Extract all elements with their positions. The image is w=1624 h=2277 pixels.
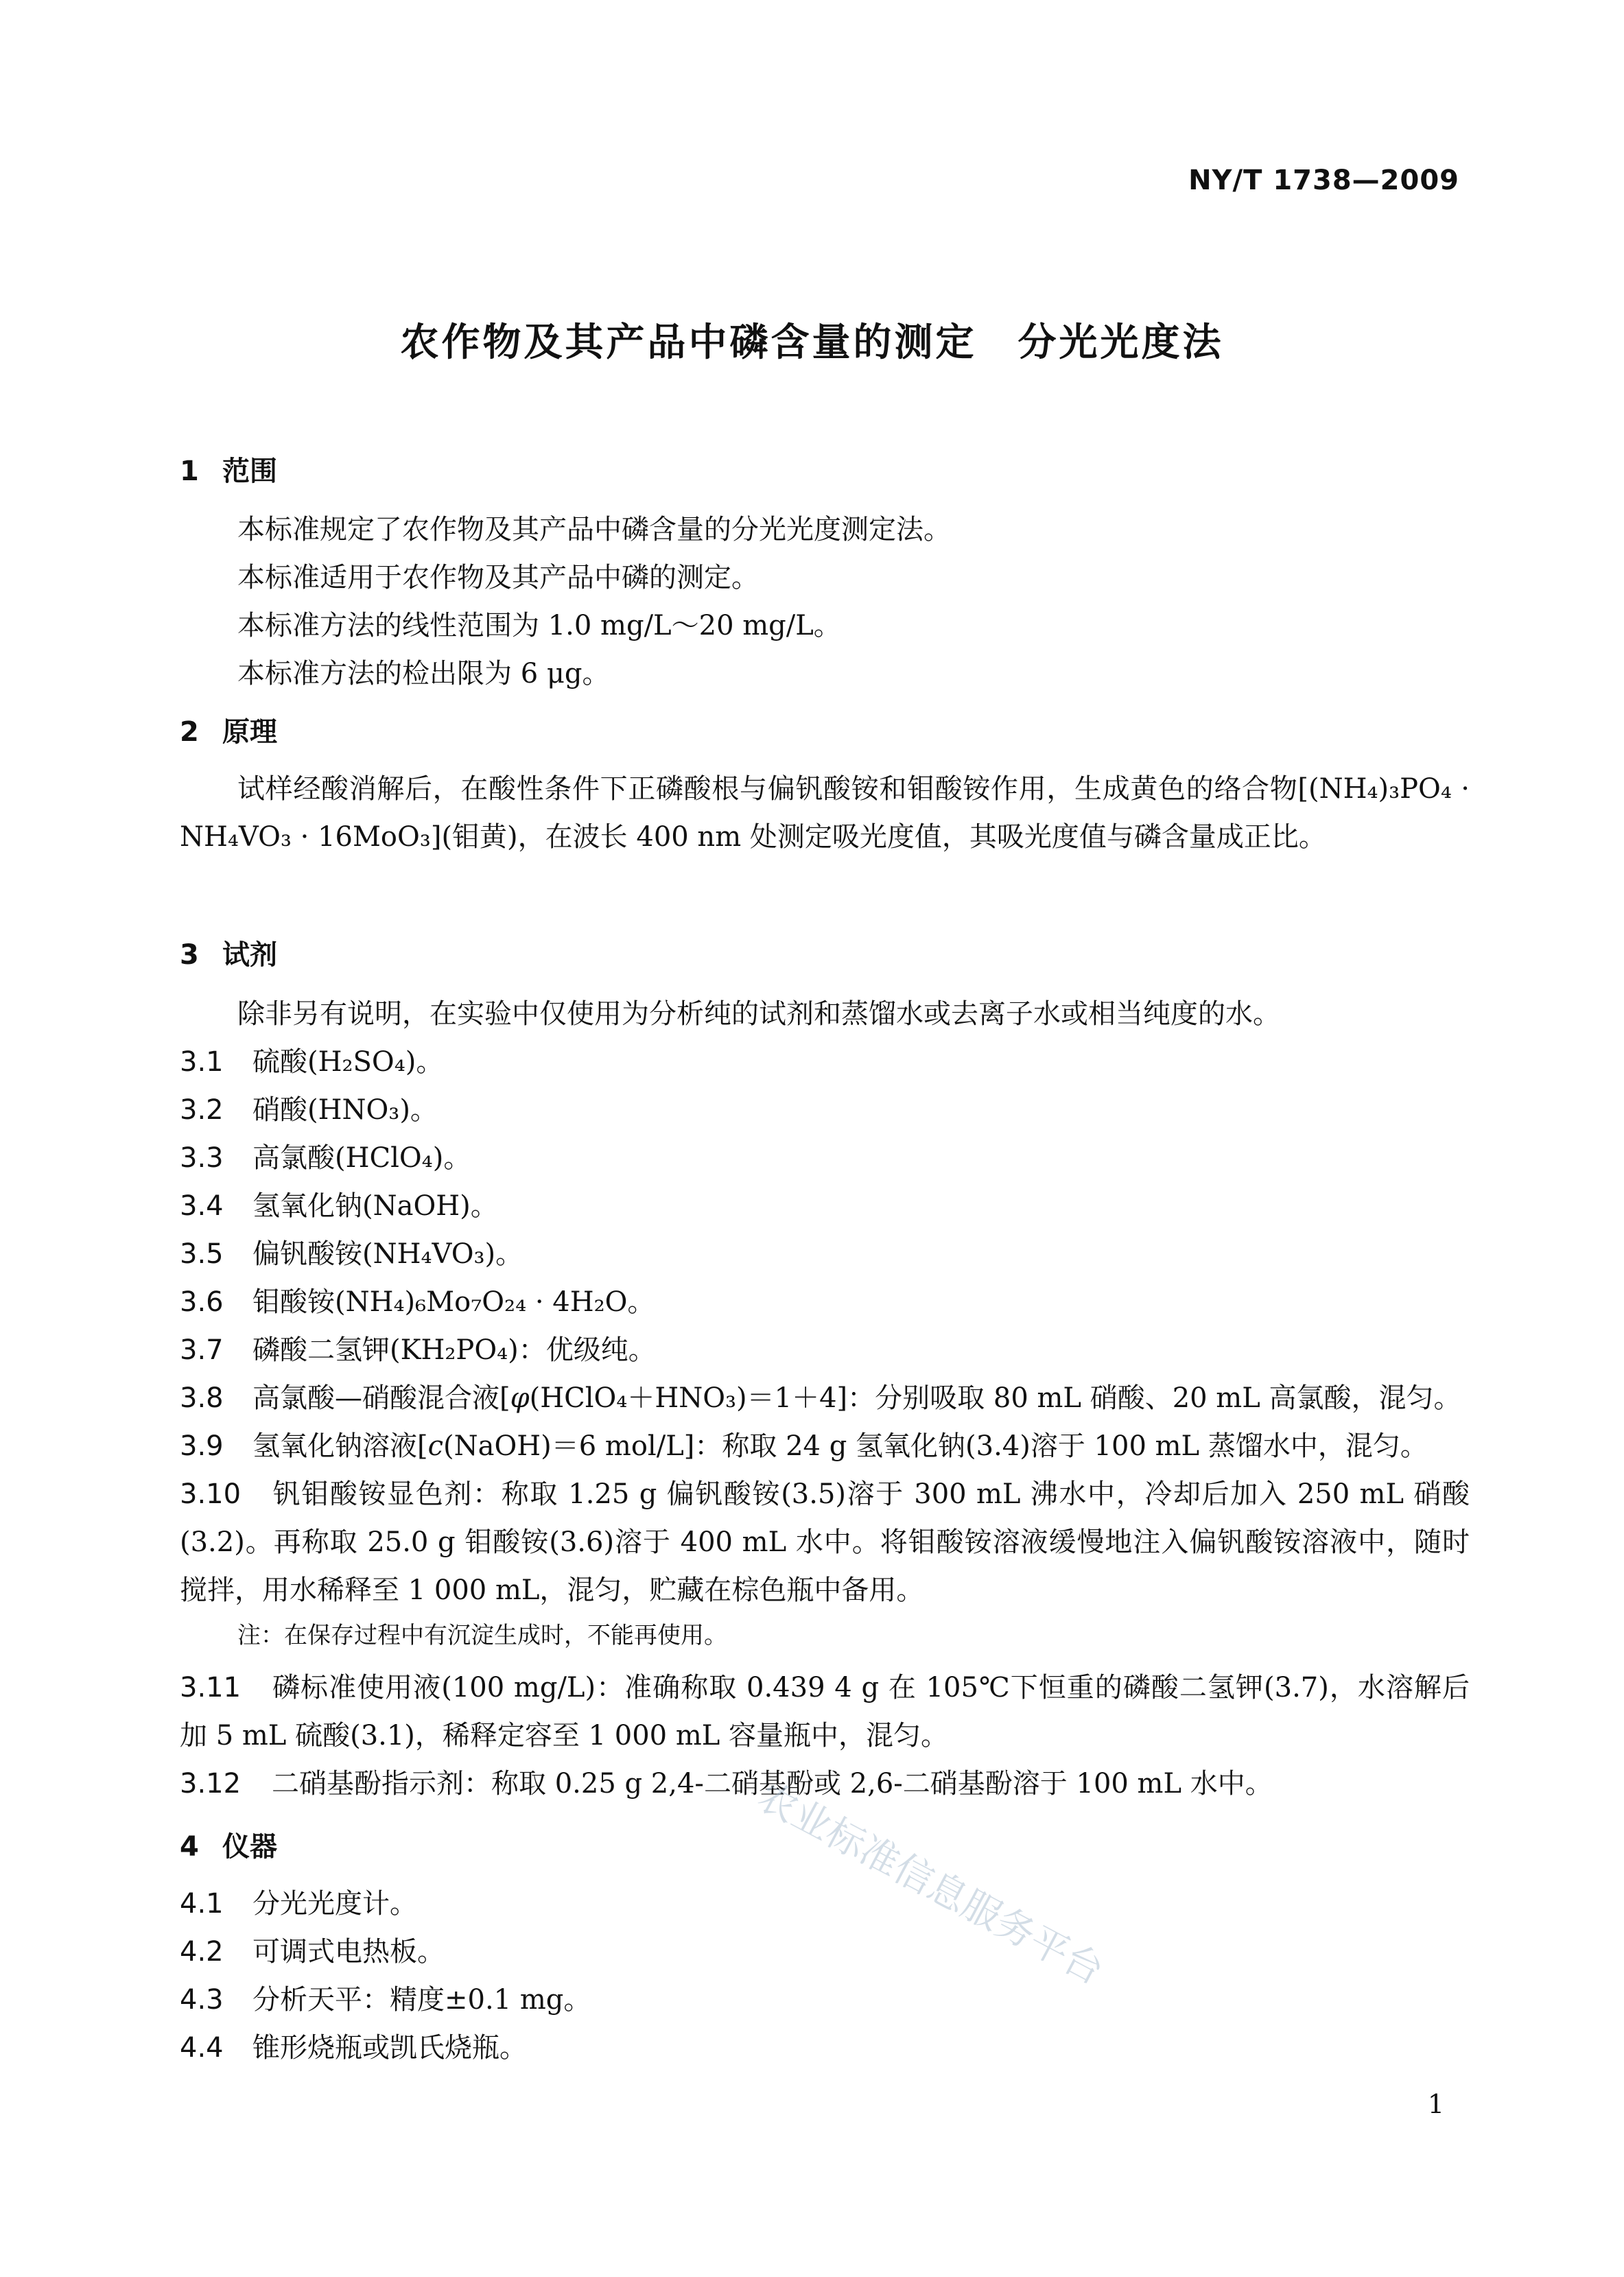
reagent-item: 3.9 氢氧化钠溶液[c(NaOH)＝6 mol/L]：称取 24 g 氢氧化钠(3.4)溶于 100 mL 蒸馏水中，混匀。 (180, 1430, 1428, 1462)
page-number: 1 (1427, 2089, 1444, 2119)
reagent-item: 3.11 磷标准使用液(100 mg/L)：准确称取 0.439 4 g 在 105℃下恒重的磷酸二氢钾(3.7)，水溶解后加 5 mL 硫酸(3.1)，稀释定容至 1 000 mL 容量瓶中，混匀。 (180, 1672, 1470, 1751)
reagent-item: 3.12 二硝基酚指示剂：称取 0.25 g 2,4-二硝基酚或 2,6-二硝基酚溶于 100 mL 水中。 (180, 1768, 1273, 1800)
section-1-line-3: 本标准方法的线性范围为 1.0 mg/L～20 mg/L。 (237, 610, 841, 641)
section-3-heading: 3 试剂 (180, 939, 277, 971)
section-2-heading: 2 原理 (180, 716, 277, 748)
section-4-heading: 4 仪器 (180, 1831, 277, 1863)
title-method: 分光光度法 (1017, 320, 1224, 365)
section-1-line-1: 本标准规定了农作物及其产品中磷含量的分光光度测定法。 (237, 514, 951, 545)
instrument-item: 4.3 分析天平：精度±0.1 mg。 (180, 1984, 591, 2016)
reagent-item: 3.7 磷酸二氢钾(KH₂PO₄)：优级纯。 (180, 1334, 656, 1366)
document-title (0, 312, 1624, 367)
reagent-item: 3.3 高氯酸(HClO₄)。 (180, 1142, 471, 1174)
title-main: 农作物及其产品中磷含量的测定 (400, 320, 977, 365)
section-1-heading: 1 范围 (180, 456, 277, 487)
instrument-item: 4.4 锥形烧瓶或凯氏烧瓶。 (180, 2032, 527, 2064)
section-1-line-4: 本标准方法的检出限为 6 μg。 (237, 658, 610, 689)
reagent-item: 3.4 氢氧化钠(NaOH)。 (180, 1190, 498, 1222)
reagent-item: 3.6 钼酸铵(NH₄)₆Mo₇O₂₄ · 4H₂O。 (180, 1286, 655, 1318)
reagent-item: 3.2 硝酸(HNO₃)。 (180, 1094, 438, 1126)
reagent-item: 3.5 偏钒酸铵(NH₄VO₃)。 (180, 1238, 523, 1270)
instrument-item: 4.1 分光光度计。 (180, 1888, 417, 1920)
reagent-item: 3.1 硫酸(H₂SO₄)。 (180, 1046, 444, 1078)
instrument-item: 4.2 可调式电热板。 (180, 1936, 445, 1968)
standard-number: NY/T 1738—2009 (1188, 165, 1459, 196)
reagent-item: 3.10 钒钼酸铵显色剂：称取 1.25 g 偏钒酸铵(3.5)溶于 300 mL 沸水中，冷却后加入 250 mL 硝酸(3.2)。再称取 25.0 g 钼酸铵(3.6)溶于 400 mL 水中。将钼酸铵溶液缓慢地注入偏钒酸铵溶液中，随时搅拌，用水稀释至 1 000 mL，混匀，贮藏在棕色瓶中备用。 (180, 1478, 1470, 1606)
section-1-line-2: 本标准适用于农作物及其产品中磷的测定。 (237, 562, 759, 593)
reagent-item: 3.8 高氯酸—硝酸混合液[φ(HClO₄＋HNO₃)＝1＋4]：分别吸取 80 mL 硝酸、20 mL 高氯酸，混匀。 (180, 1382, 1461, 1414)
watermark: 农业标准信息服务平台 (750, 1773, 1111, 1994)
section-2-paragraph: 试样经酸消解后，在酸性条件下正磷酸根与偏钒酸铵和钼酸铵作用，生成黄色的络合物[(NH₄)₃PO₄ · NH₄VO₃ · 16MoO₃](钼黄)，在波长 400 nm 处测定吸光度值，其吸光度值与磷含量成正比。 (180, 773, 1470, 853)
reagent-note: 注：在保存过程中有沉淀生成时，不能再使用。 (237, 1622, 727, 1649)
section-3-intro: 除非另有说明，在实验中仅使用为分析纯的试剂和蒸馏水或去离子水或相当纯度的水。 (237, 998, 1280, 1030)
